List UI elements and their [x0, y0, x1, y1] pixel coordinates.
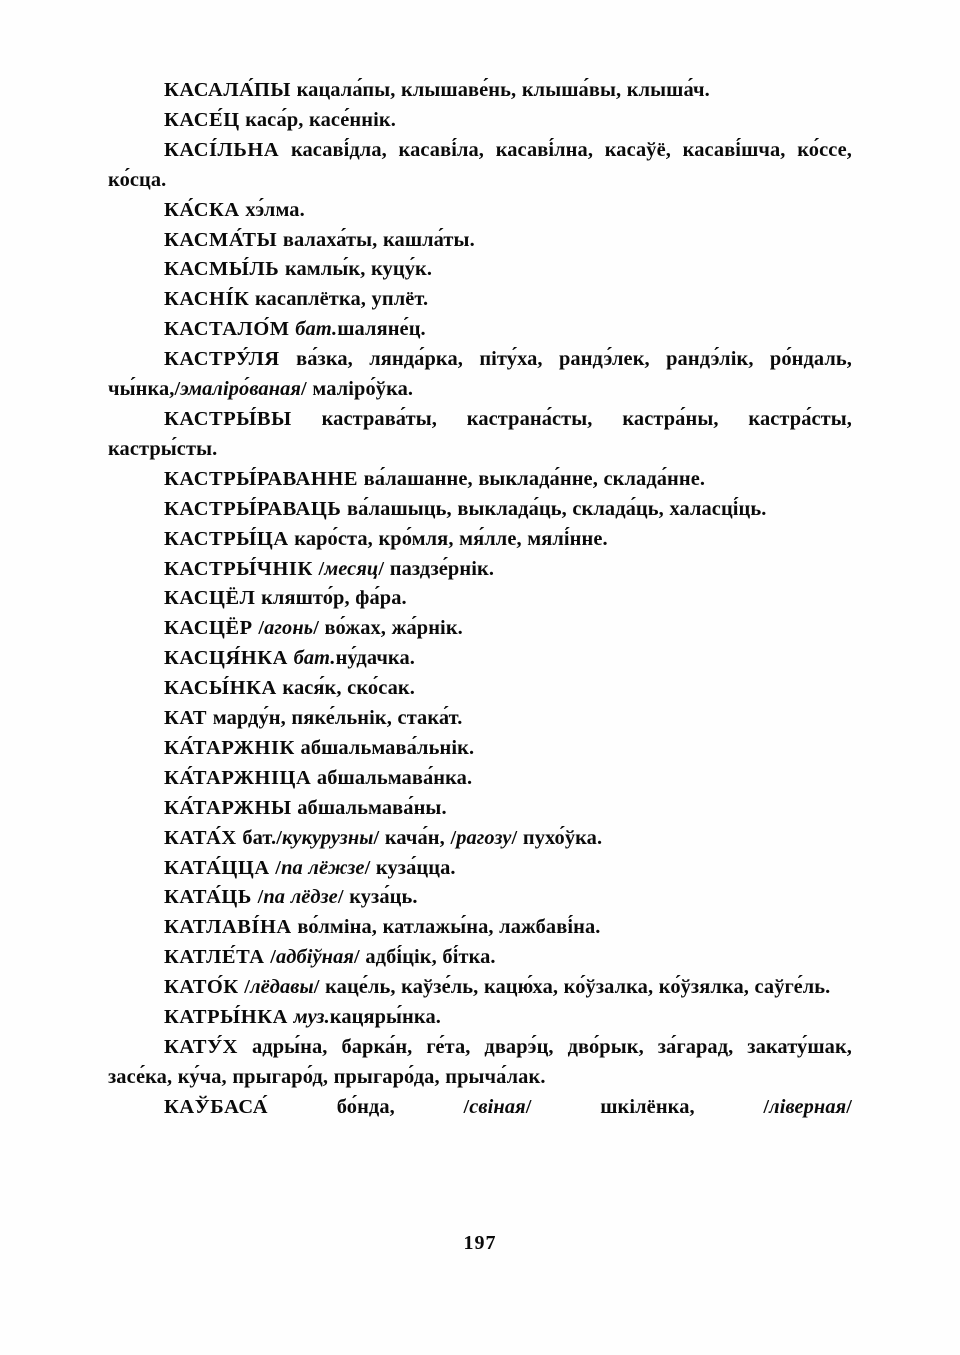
entry-gloss: кастрава́ты, кастрана́сты, кастра́ны, кастра́сты, кастры́сты. — [108, 407, 852, 460]
entry-headword: КАТА́Х — [164, 826, 237, 849]
entry-sense-note: кукурузны — [281, 826, 374, 849]
entry-headword: КАСЫ́НКА — [164, 677, 277, 700]
dictionary-entry — [108, 584, 852, 614]
dictionary-entry — [108, 1033, 852, 1093]
entry-headword: КАСТАЛО́М — [164, 318, 290, 341]
entry-gloss: / кача́н, / — [373, 826, 457, 849]
dictionary-entry — [108, 644, 852, 674]
entry-gloss: / — [312, 557, 325, 580]
dictionary-entry — [108, 495, 852, 525]
entry-gloss: абшальмава́нка. — [311, 766, 473, 789]
entry-headword: КАТА́ЦЬ — [164, 886, 252, 909]
entry-headword: КАЎБАСА́ — [164, 1095, 269, 1118]
entry-gloss: ну́дачка. — [335, 647, 415, 670]
entry-sense-note: свіная — [469, 1095, 526, 1118]
entry-sense-note: адбіўная — [275, 946, 355, 969]
dictionary-entry — [108, 405, 852, 465]
entry-gloss: касаплётка, уплёт. — [249, 288, 429, 311]
entry-gloss: / пухо́ўка. — [511, 826, 603, 849]
entry-gloss: кацяры́нка. — [329, 1006, 441, 1029]
entry-label: бат. — [293, 647, 336, 670]
dictionary-entry — [108, 136, 852, 196]
entry-headword: КАСТРЫ́РАВАЦЬ — [164, 497, 342, 520]
entry-headword: КА́ТАРЖНЫ — [164, 796, 292, 819]
dictionary-entry — [108, 854, 852, 884]
entry-headword: КАТ — [164, 707, 208, 730]
entry-gloss: / — [251, 886, 264, 909]
entry-headword: КА́СКА — [164, 198, 240, 221]
entry-gloss: / — [252, 617, 265, 640]
dictionary-entry — [108, 345, 852, 405]
dictionary-entry — [108, 1093, 852, 1123]
entry-gloss: / маліро́ўка. — [301, 378, 414, 401]
entry-headword: КАСТРУ́ЛЯ — [164, 348, 280, 371]
entry-gloss: / — [264, 946, 276, 969]
entry-headword: КАСТРЫ́ЦА — [164, 527, 289, 550]
dictionary-entry — [108, 555, 852, 585]
entry-headword: КАТО́К — [164, 976, 239, 999]
entry-gloss: адры́на, барка́н, ге́та, дварэ́ц, дво́рык, за́гарад, закату́шак, засе́ка, ку́ча, прыгаро́д, прыгаро́да, прыча́лак. — [108, 1036, 852, 1088]
entry-headword: КА́ТАРЖНІК — [164, 736, 295, 759]
entry-gloss: / — [238, 976, 251, 999]
entry-gloss: кася́к, ско́сак. — [276, 677, 415, 700]
entry-sense-note: па лёдзе — [263, 886, 338, 909]
dictionary-entry — [108, 734, 852, 764]
entry-gloss: кацала́пы, клышаве́нь, клыша́вы, клыша́ч. — [291, 79, 710, 101]
entry-gloss: ва́лашанне, выклада́нне, склада́нне. — [358, 467, 706, 490]
entry-sense-note: месяц — [324, 557, 379, 580]
dictionary-entry — [108, 106, 852, 136]
entry-headword: КАТУ́Х — [164, 1036, 239, 1058]
entry-gloss: шаляне́ц. — [337, 318, 426, 341]
entry-headword: КА́ТАРЖНІЦА — [164, 766, 312, 789]
entry-gloss: ва́зка, лянда́рка, піту́ха, рандэ́лек, рандэ́лік, ро́ндаль, чы́нка,/ — [108, 348, 852, 401]
dictionary-entry — [108, 465, 852, 495]
dictionary-entry — [108, 764, 852, 794]
page-number: 197 — [463, 1232, 497, 1254]
entry-gloss: марду́н, пяке́льнік, стака́т. — [207, 707, 463, 730]
entry-label: бат. — [295, 318, 338, 341]
dictionary-entry — [108, 943, 852, 973]
entry-gloss: / — [269, 856, 282, 879]
dictionary-entry — [108, 76, 852, 106]
entry-headword: КАСІ́ЛЬНА — [164, 138, 280, 161]
entry-sense-note: агонь — [264, 617, 314, 640]
entry-headword: КАСЦЯ́НКА — [164, 647, 288, 670]
entry-headword: КАСЦЁР — [164, 617, 253, 640]
entry-headword: КАСМА́ТЫ — [164, 228, 278, 251]
entry-gloss: хэ́лма. — [239, 198, 305, 221]
entry-headword: КАСТРЫ́РАВАННЕ — [164, 467, 359, 490]
entry-headword: КАТРЫ́НКА — [164, 1006, 288, 1029]
entry-gloss: во́лміна, катлажы́на, лажбаві́на. — [291, 916, 601, 939]
entry-sense-note: рагозу — [456, 826, 512, 849]
dictionary-entry — [108, 794, 852, 824]
entry-gloss: кляшто́р, фа́ра. — [255, 587, 407, 610]
entry-gloss: / куза́ць. — [337, 886, 418, 909]
entry-headword: КАТЛЕ́ТА — [164, 946, 265, 969]
entry-headword: КАСЕ́Ц — [164, 108, 240, 131]
entry-gloss: / шкілёнка, / — [525, 1095, 770, 1118]
dictionary-entry — [108, 614, 852, 644]
entry-gloss: каро́ста, кро́мля, мя́лле, мялі́нне. — [288, 527, 608, 550]
entry-headword: КАТЛАВІ́НА — [164, 916, 292, 939]
entry-label: муз. — [293, 1006, 330, 1029]
entry-gloss: камлы́к, куцу́к. — [279, 258, 433, 281]
dictionary-entry — [108, 973, 852, 1003]
entry-gloss: / — [846, 1095, 852, 1118]
dictionary-entry — [108, 883, 852, 913]
entry-column — [108, 76, 852, 1123]
entry-gloss: каса́р, касе́ннік. — [239, 108, 396, 131]
dictionary-entry — [108, 1003, 852, 1033]
entry-gloss: / паздзе́рнік. — [378, 557, 495, 580]
entry-headword: КАСТРЫ́ЧНІК — [164, 557, 313, 580]
dictionary-entry — [108, 824, 852, 854]
entry-gloss: бат./ — [236, 826, 282, 849]
entry-sense-note: ліверная — [769, 1095, 847, 1118]
dictionary-entry — [108, 255, 852, 285]
entry-gloss: абшальмава́ны. — [291, 796, 447, 819]
entry-headword: КАСТРЫ́ВЫ — [164, 407, 292, 430]
dictionary-entry — [108, 196, 852, 226]
dictionary-entry — [108, 674, 852, 704]
entry-gloss: валаха́ты, кашла́ты. — [277, 228, 475, 251]
entry-gloss: / куза́цца. — [364, 856, 456, 879]
entry-gloss: / адбі́цік, бі́тка. — [354, 946, 496, 969]
entry-headword: КАСАЛА́ПЫ — [164, 79, 292, 101]
entry-sense-note: лёдавы — [250, 976, 314, 999]
dictionary-entry — [108, 315, 852, 345]
entry-gloss: ва́лашыць, выклада́ць, склада́ць, халасці́ць. — [341, 497, 767, 520]
entry-gloss: абшальмава́льнік. — [294, 736, 475, 759]
dictionary-entry — [108, 704, 852, 734]
entry-sense-note: па лёжзе — [281, 856, 365, 879]
entry-gloss: / каце́ль, каўзе́ль, кацю́ха, ко́ўзалка, ко́ўзялка, саўге́ль. — [313, 976, 831, 999]
entry-headword: КАСЦЁЛ — [164, 587, 256, 610]
entry-gloss: бо́нда, / — [268, 1095, 470, 1118]
entry-headword: КАСМЫ́ЛЬ — [164, 258, 280, 281]
dictionary-entry — [108, 285, 852, 315]
dictionary-entry — [108, 226, 852, 256]
dictionary-entry — [108, 525, 852, 555]
dictionary-entry — [108, 913, 852, 943]
entry-gloss: касаві́дла, касаві́ла, касаві́лна, касаўё, касаві́шча, ко́ссе, ко́сца. — [108, 138, 852, 191]
entry-headword: КАТА́ЦЦА — [164, 856, 270, 879]
entry-gloss: / во́жах, жа́рнік. — [313, 617, 463, 640]
entry-headword: КАСНІ́К — [164, 288, 250, 311]
entry-sense-note: эмаліро́ваная — [180, 378, 302, 401]
